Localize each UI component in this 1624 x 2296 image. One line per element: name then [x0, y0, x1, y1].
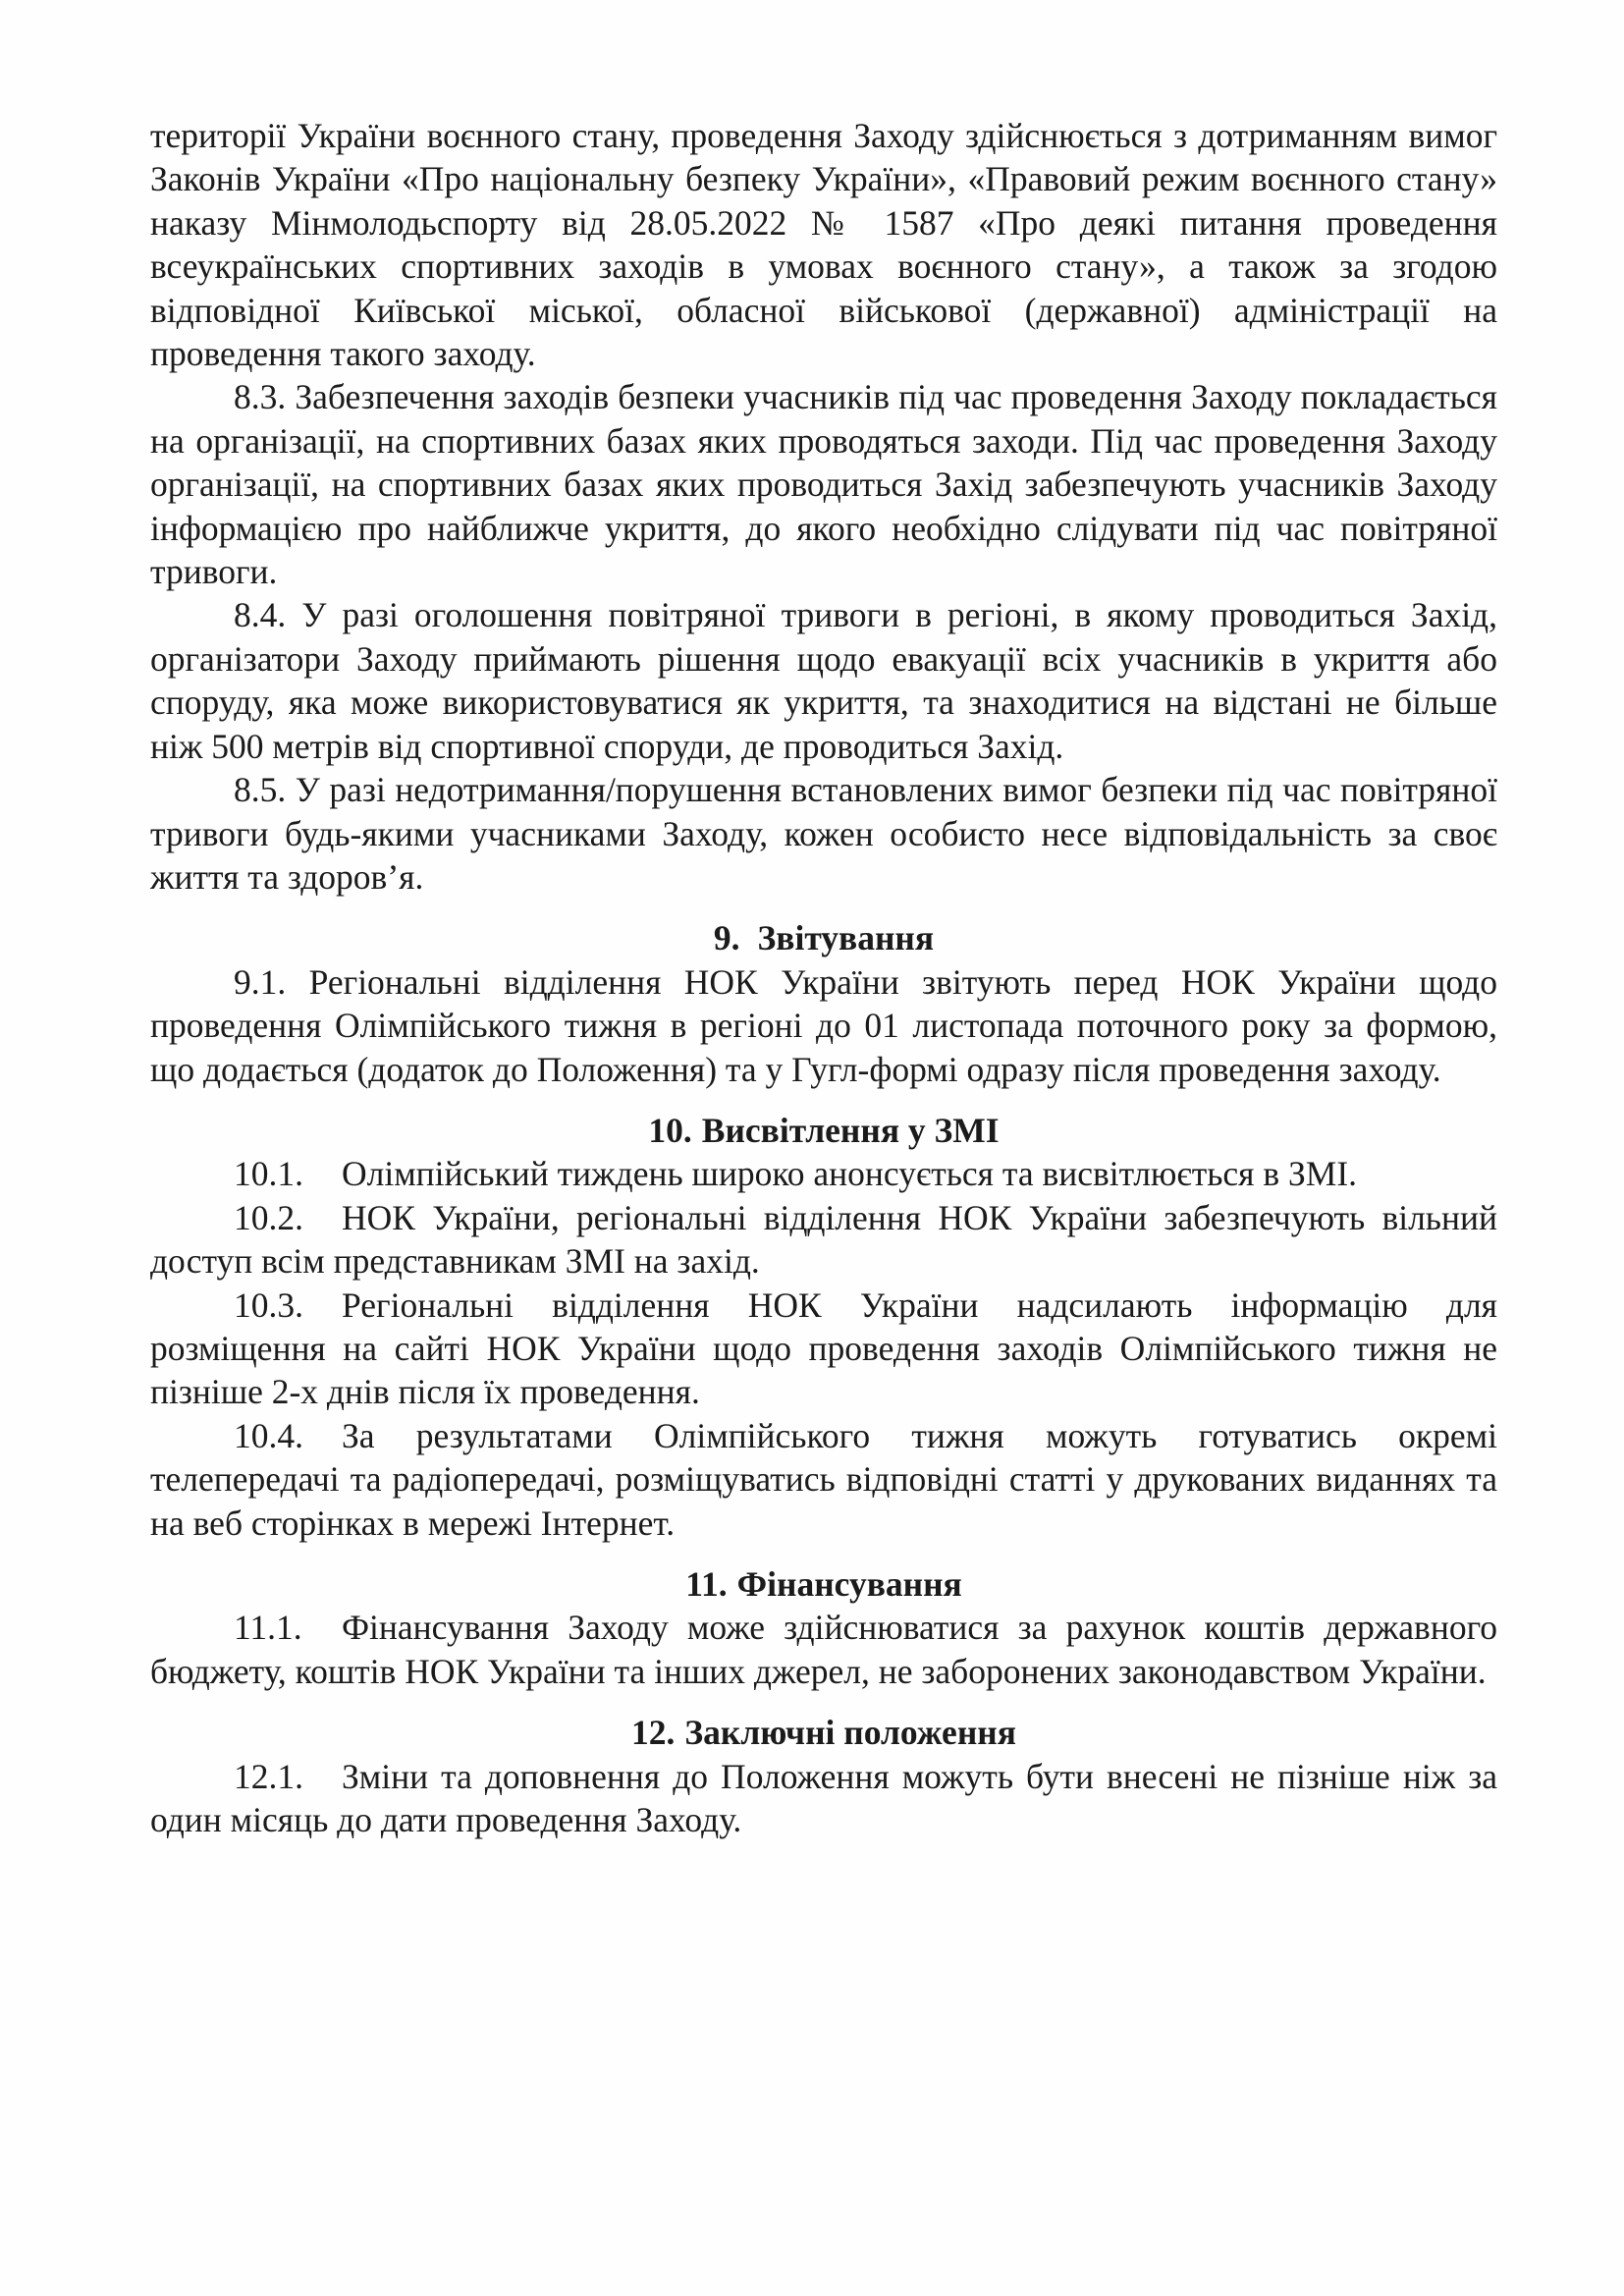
clause-text: Фінансування Заходу може здійснюватися за рахунок коштів державного бюджету, коштів НОК України та інших джерел, не заборонених законодавством України. [150, 1608, 1497, 1691]
section-9 [150, 916, 1497, 1091]
section-12-heading [150, 1711, 1497, 1754]
section-9-number: 9. [713, 918, 740, 958]
section-11-number: 11. [685, 1564, 728, 1604]
section-11-title: Фінансування [736, 1564, 962, 1604]
section-12-title: Заключні положення [684, 1713, 1016, 1753]
section-10-heading [150, 1109, 1497, 1152]
clause-10-3 [150, 1284, 1497, 1414]
document-body [150, 114, 1497, 1841]
clause-number: 10.1. [234, 1154, 303, 1194]
section-9-title: Звітування [757, 918, 935, 958]
section-10-number: 10. [648, 1110, 692, 1150]
section-12-number: 12. [631, 1713, 676, 1753]
intro-paragraph: території України воєнного стану, проведення Заходу здійснюється з дотриманням вимог Законів України «Про національну безпеку України», «Правовий режим воєнного стану» наказу Мінмолодьспорту від 28.05.2022 № 1587 «Про деякі питання проведення всеукраїнських спортивних заходів в умовах воєнного стану», а також за згодою відповідної Київської міської, обласної військової (державної) адміністрації на проведення такого заходу. [150, 116, 1497, 374]
clause-number: 10.3. [234, 1285, 303, 1325]
section-11 [150, 1562, 1497, 1693]
section-9-heading [150, 916, 1497, 959]
clause-text: За результатами Олімпійського тижня можуть готуватись окремі телепередачі та радіопередачі, розміщуватись відповідні статті у друкованих виданнях та на веб сторінках в мережі Інтернет. [150, 1415, 1497, 1543]
section-10-title: Висвітлення у ЗМІ [701, 1110, 1000, 1150]
clause-10-4 [150, 1414, 1497, 1545]
clause-number: 10.4. [234, 1415, 303, 1455]
clause-text: Регіональні відділення НОК України надсилають інформацію для розміщення на сайті НОК України щодо проведення заходів Олімпійського тижня не пізніше 2-х днів після їх проведення. [150, 1285, 1497, 1412]
section-12 [150, 1711, 1497, 1841]
section-10 [150, 1109, 1497, 1545]
clause-10-2 [150, 1196, 1497, 1284]
clause-11-1 [150, 1606, 1497, 1693]
clause-number: 10.2. [234, 1197, 303, 1237]
clause-12-1 [150, 1755, 1497, 1842]
section-11-heading [150, 1562, 1497, 1606]
clause-text: Олімпійський тиждень широко анонсується та висвітлюється в ЗМІ. [342, 1154, 1358, 1194]
clause-8-4: 8.4. У разі оголошення повітряної тривоги в регіоні, в якому проводиться Захід, організатори Заходу приймають рішення щодо евакуації всіх учасників в укриття або споруду, яка може використовуватися як укриття, та знаходитися на відстані не більше ніж 500 метрів від спортивної споруди, де проводиться Захід. [150, 595, 1497, 766]
clause-8-5: 8.5. У разі недотримання/порушення встановлених вимог безпеки під час повітряної тривоги будь-якими учасниками Заходу, кожен особисто несе відповідальність за своє життя та здоров’я. [150, 770, 1497, 897]
clause-number: 11.1. [234, 1608, 302, 1648]
clause-text: Зміни та доповнення до Положення можуть бути внесені не пізніше ніж за один місяць до дати проведення Заходу. [150, 1756, 1497, 1840]
clause-8-3: 8.3. Забезпечення заходів безпеки учасників під час проведення Заходу покладається на організації, на спортивних базах яких проводяться заходи. Під час проведення Заходу організації, на спортивних базах яких проводиться Захід забезпечують учасників Заходу інформацією про найближче укриття, до якого необхідно слідувати під час повітряної тривоги. [150, 377, 1497, 592]
clause-number: 12.1. [234, 1756, 303, 1796]
clause-text: НОК України, регіональні відділення НОК України забезпечують вільний доступ всім представникам ЗМІ на захід. [150, 1197, 1497, 1282]
clause-9-1: 9.1. Регіональні відділення НОК України звітують перед НОК України щодо проведення Олімпійського тижня в регіоні до 01 листопада поточного року за формою, що додається (додаток до Положення) та у Гугл-формі одразу після проведення заходу. [150, 961, 1497, 1089]
clause-10-1 [150, 1152, 1497, 1195]
